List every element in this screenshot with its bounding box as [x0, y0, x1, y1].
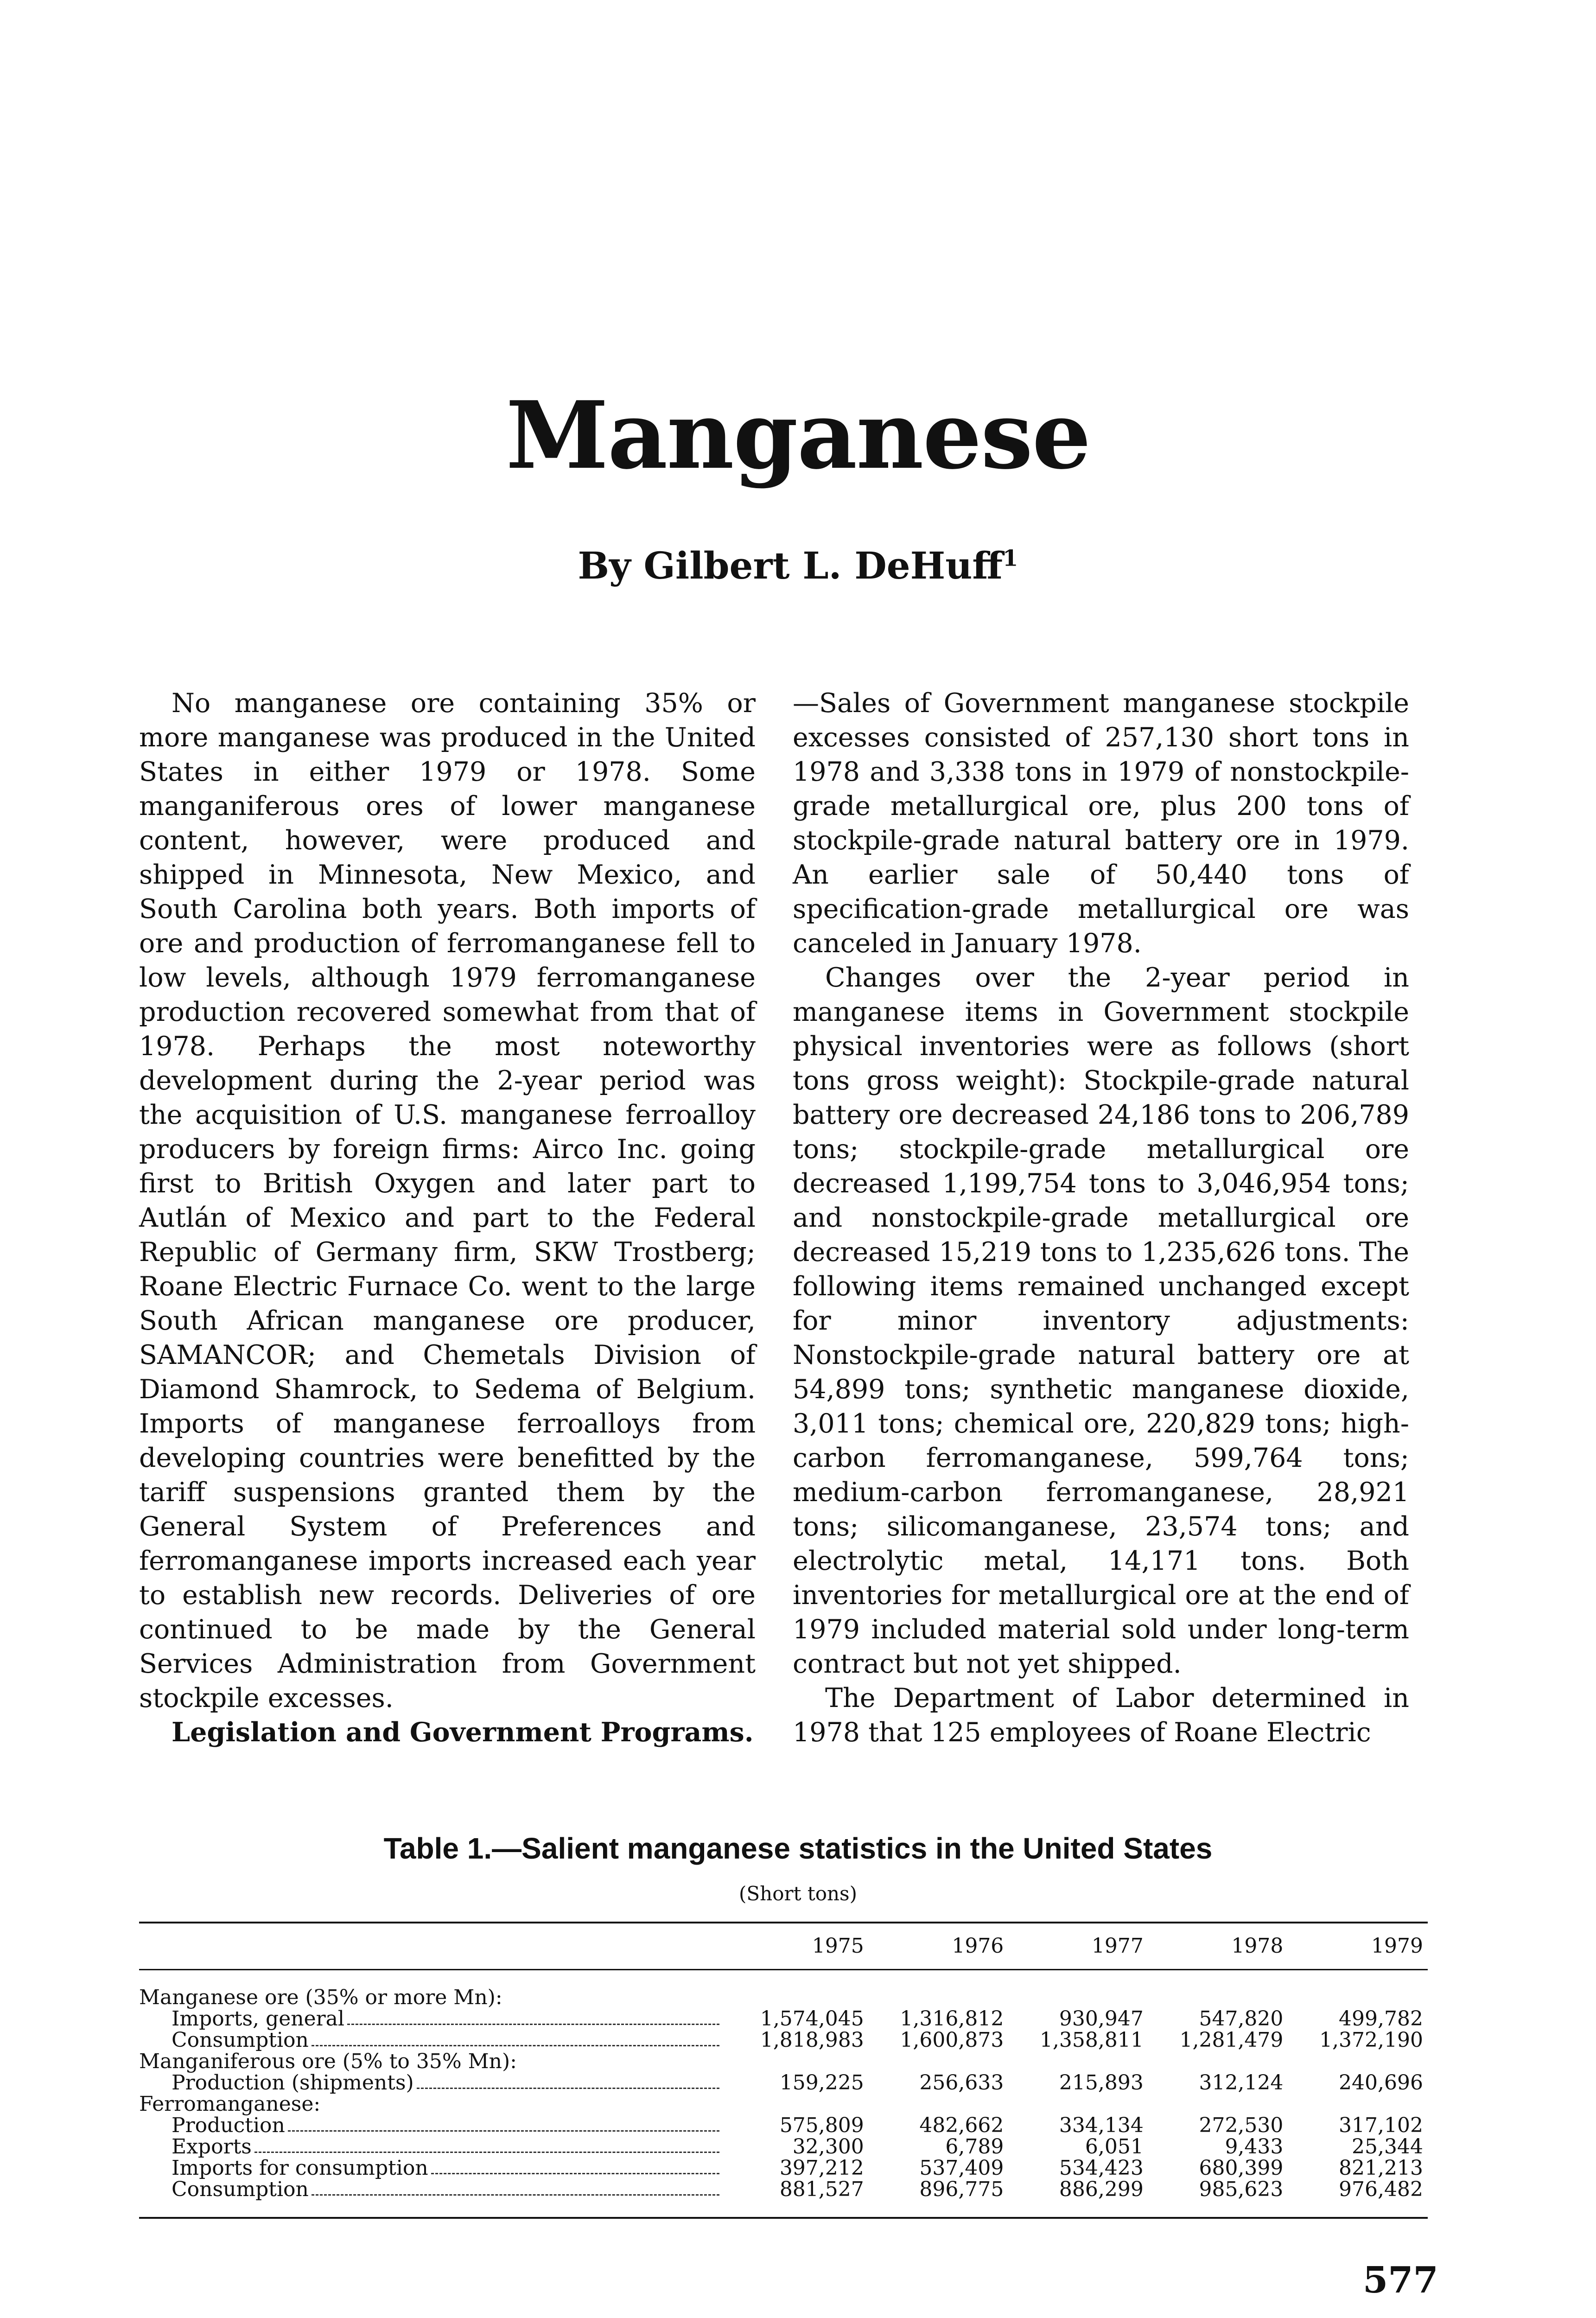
- header-year: 1975: [812, 1934, 864, 1958]
- table-cell: 312,124: [1199, 2071, 1284, 2095]
- table-row: [139, 2136, 1428, 2158]
- table-cell: 499,782: [1339, 2007, 1423, 2031]
- header-year: 1976: [952, 1934, 1004, 1958]
- byline-author: By Gilbert L. DeHuff: [578, 544, 1003, 587]
- table-row: [139, 2179, 1428, 2200]
- table-cell: 1,372,190: [1319, 2028, 1423, 2052]
- table-row: [139, 2030, 1428, 2051]
- table-cell: 1,818,983: [760, 2028, 864, 2052]
- group-heading: Ferromanganese:: [139, 2092, 321, 2116]
- footnote-marker: 1: [1003, 545, 1018, 572]
- table-title: Table 1.—Salient manganese statistics in the United States: [383, 1832, 1213, 1865]
- table-cell: 334,134: [1059, 2114, 1144, 2137]
- table-cell: 680,399: [1199, 2156, 1284, 2180]
- table-cell: 397,212: [779, 2156, 864, 2180]
- table-subtitle: (Short tons): [739, 1882, 857, 1905]
- table-cell: 1,574,045: [760, 2007, 864, 2031]
- table-cell: 6,789: [945, 2135, 1004, 2159]
- table-row: [139, 2008, 1428, 2030]
- group-heading: Manganiferous ore (5% to 35% Mn):: [139, 2050, 517, 2073]
- table-cell: 821,213: [1339, 2156, 1423, 2180]
- table-cell: 32,300: [792, 2135, 864, 2159]
- section-heading-paragraph: [139, 1715, 756, 1750]
- table-cell: 896,775: [919, 2178, 1004, 2201]
- stockpile-paragraph: Changes over the 2-year period in manganese items in Government stockpile physical inventories were as follows (short tons gross weight): Stockpile-grade natural battery ore decreased 24,186 tons to 206,789 tons; stockpile-grade metallurgical ore decreased 1,199,754 tons to 3,046,954 tons; and nonstockpile-grade metallurgical ore decreased 15,219 tons to 1,235,626 tons. The following items remained unchanged except for minor inventory adjustments: Nonstockpile-grade natural battery ore at 54,899 tons; synthetic manganese dioxide, 3,011 tons; chemical ore, 220,829 tons; high-carbon ferromanganese, 599,764 tons; medium-carbon ferromanganese, 28,921 tons; silicomanganese, 23,574 tons; and electrolytic metal, 14,171 tons. Both inventories for metallurgical ore at the end of 1979 included material sold under long-term contract but not yet shipped.: [793, 962, 1409, 1679]
- table-cell: 215,893: [1059, 2071, 1144, 2095]
- row-label: Production (shipments): [172, 2071, 414, 2095]
- table-cell: 976,482: [1339, 2178, 1423, 2201]
- section-heading: Legislation and Government Programs.: [172, 1717, 754, 1748]
- table-cell: 272,530: [1199, 2114, 1284, 2137]
- salient-statistics-table: [139, 1922, 1428, 2219]
- table-cell: 886,299: [1059, 2178, 1144, 2201]
- left-column: [139, 686, 756, 1750]
- header-label: [139, 1923, 729, 1970]
- table-cell: 534,423: [1059, 2156, 1144, 2180]
- group-heading-row: [139, 1987, 1428, 2008]
- table-cell: 1,358,811: [1039, 2028, 1144, 2052]
- section-text-paragraph: —Sales of Government manganese stockpile excesses consisted of 257,130 short tons in 1978 and 3,338 tons in 1979 of nonstockpile-grade metallurgical ore, plus 200 tons of stockpile-grade natural battery ore in 1979. An earlier sale of 50,440 tons of specification-grade metallurgical ore was canceled in January 1978.: [793, 688, 1409, 959]
- table-row: [139, 2072, 1428, 2094]
- row-label: Imports, general: [172, 2007, 344, 2031]
- table-header-row: [139, 1923, 1428, 1970]
- table-cell: 159,225: [779, 2071, 864, 2095]
- table-cell: 256,633: [919, 2071, 1004, 2095]
- table-cell: 985,623: [1199, 2178, 1284, 2201]
- table-cell: 9,433: [1225, 2135, 1284, 2159]
- header-year: 1979: [1371, 1934, 1423, 1958]
- row-label: Consumption: [172, 2178, 309, 2201]
- statistics-table: [139, 1922, 1428, 2219]
- page-number: 577: [1363, 2259, 1438, 2301]
- table-cell: 482,662: [919, 2114, 1004, 2137]
- intro-paragraph: No manganese ore containing 35% or more manganese was produced in the United States in either 1979 or 1978. Some manganiferous ores of lower manganese content, however, were produced and shipped in Minnesota, New Mexico, and South Carolina both years. Both imports of ore and production of ferromanganese fell to low levels, although 1979 ferromanganese production recovered somewhat from that of 1978. Perhaps the most noteworthy development during the 2-year period was the acquisition of U.S. manganese ferroalloy producers by foreign firms: Airco Inc. going first to British Oxygen and later part to Autlán of Mexico and part to the Federal Republic of Germany firm, SKW Trostberg; Roane Electric Furnace Co. went to the large South African manganese ore producer, SAMANCOR; and Chemetals Division of Diamond Shamrock, to Sedema of Belgium. Imports of manganese ferroalloys from developing countries were benefitted by the tariff suspensions granted them by the General System of Preferences and ferromanganese imports increased each year to establish new records. Deliveries of ore continued to be made by the General Services Administration from Government stockpile excesses.: [139, 688, 756, 1713]
- byline: [0, 544, 1596, 587]
- row-label: Exports: [172, 2135, 252, 2159]
- table-cell: 537,409: [919, 2156, 1004, 2180]
- row-label: Production: [172, 2114, 285, 2137]
- table-cell: 1,281,479: [1179, 2028, 1284, 2052]
- table-cell: 547,820: [1199, 2007, 1284, 2031]
- table-cell: 575,809: [779, 2114, 864, 2137]
- table-cell: 6,051: [1085, 2135, 1144, 2159]
- row-label: Imports for consumption: [172, 2156, 428, 2180]
- table-cell: 930,947: [1059, 2007, 1144, 2031]
- table-cell: 1,316,812: [900, 2007, 1004, 2031]
- table-cell: 1,600,873: [900, 2028, 1004, 2052]
- header-year: 1978: [1231, 1934, 1284, 1958]
- table-row: [139, 2115, 1428, 2136]
- table-cell: 317,102: [1339, 2114, 1423, 2137]
- group-heading: Manganese ore (35% or more Mn):: [139, 1986, 502, 2009]
- header-year: 1977: [1091, 1934, 1144, 1958]
- group-heading-row: [139, 2094, 1428, 2115]
- labor-paragraph: The Department of Labor determined in 1978 that 125 employees of Roane Electric: [793, 1683, 1409, 1748]
- row-label: Consumption: [172, 2028, 309, 2052]
- table-cell: 25,344: [1352, 2135, 1423, 2159]
- table-row: [139, 2158, 1428, 2179]
- page-title: Manganese: [506, 381, 1090, 490]
- table-cell: 881,527: [779, 2178, 864, 2201]
- group-heading-row: [139, 2051, 1428, 2072]
- right-column: [793, 686, 1409, 1750]
- table-cell: 240,696: [1339, 2071, 1423, 2095]
